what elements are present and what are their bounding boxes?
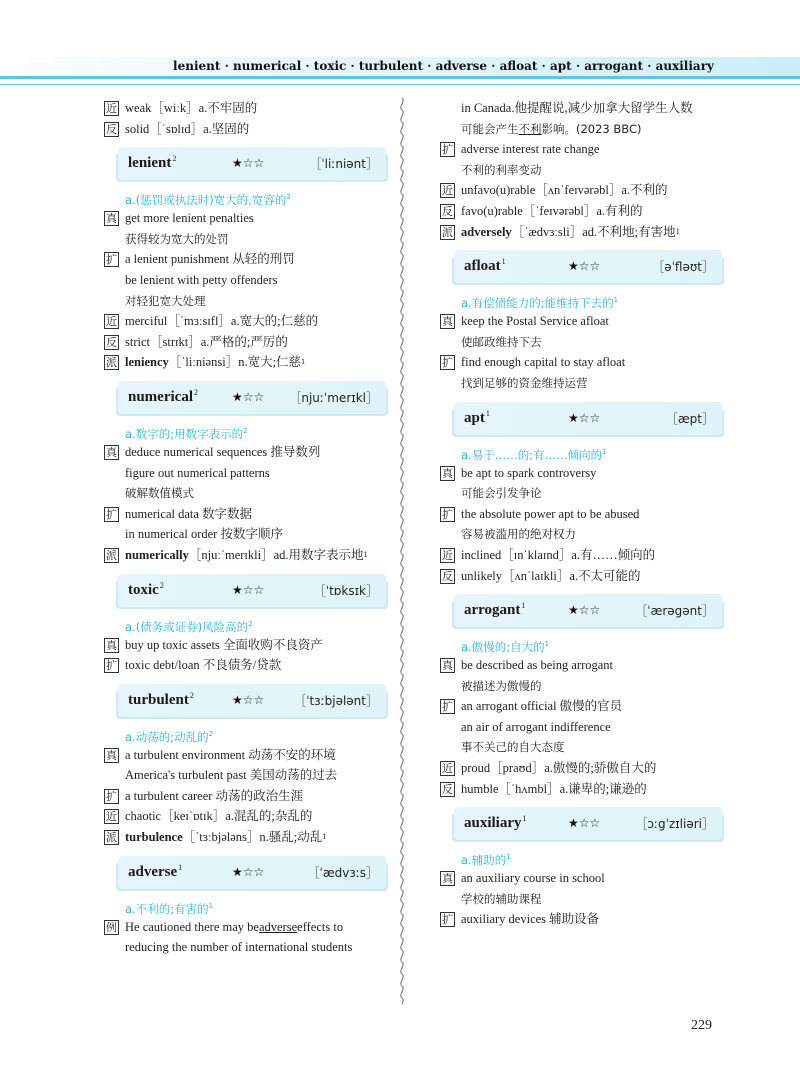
star-rating: ★☆☆ (568, 410, 601, 425)
star-rating: ★☆☆ (232, 692, 265, 707)
list-item: 获得较为宽大的处罚 (125, 231, 229, 246)
entry-header-auxiliary (454, 807, 722, 840)
list-item: 真 buy up toxic assets 全面收购不良资产 (106, 637, 323, 652)
phonetic: ［əˈfləʊt］ (652, 260, 714, 275)
entry-header-turbulent (118, 684, 386, 717)
headword: apt$^1$ (464, 408, 490, 426)
phonetic: ［ˈtɒksɪk］ (313, 583, 378, 598)
list-item: 扩 numerical data 数字数据 (106, 506, 253, 521)
list-item: 可能会引发争论 (461, 486, 542, 501)
list-item: 反 humble［ˈhʌmbl］a.谦卑的;谦逊的 (442, 781, 647, 796)
list-item: 近 weak［wiːk］a.不牢固的 (106, 101, 258, 115)
star-rating: ★☆☆ (568, 816, 601, 831)
phonetic: ［æpt］ (665, 411, 714, 426)
left-column (104, 98, 386, 958)
list-item: 找到足够的资金维持运营 (461, 375, 588, 390)
phonetic: ［ˈliːniənt］ (309, 157, 378, 172)
column-divider (398, 98, 406, 1004)
sense-definition: a.易于……的;有……倾向的$^1$ (461, 447, 607, 462)
list-item: 对轻犯宽大处理 (125, 293, 206, 308)
list-item: 扩 a lenient punishment 从轻的刑罚 (106, 252, 295, 267)
list-item: in numerical order 按数字顺序 (125, 527, 283, 542)
star-rating: ★☆☆ (232, 389, 265, 404)
phonetic: ［ˈærəgənt］ (635, 604, 714, 619)
list-item: 近 proud［praʊd］a.傲慢的;骄傲自大的 (442, 761, 657, 776)
headword: toxic$^2$ (128, 580, 164, 598)
list-item: 扩 an arrogant official 傲慢的官员 (442, 699, 623, 714)
headword: adverse$^1$ (128, 862, 183, 880)
list-item: 近 unfavo(u)rable［ʌnˈfeɪvərəbl］a.不利的 (442, 183, 668, 198)
entry-header-numerical (118, 381, 386, 414)
list-item: America's turbulent past 美国动荡的过去 (125, 768, 338, 783)
list-item: 扩 adverse interest rate change (442, 142, 600, 157)
list-item: 真 get more lenient penalties (106, 211, 254, 226)
list-item: 真 be apt to spark controversy (442, 465, 597, 480)
list-item: 学校的辅助课程 (461, 891, 542, 906)
list-item: figure out numerical patterns (125, 465, 270, 480)
list-item: reducing the number of international students (125, 940, 353, 955)
phonetic: ［ˈtɜːbjələnt］ (294, 693, 378, 708)
entry-header-toxic (118, 574, 386, 607)
list-item: 反 favo(u)rable［ˈfeɪvərəbl］a.有利的 (442, 203, 643, 218)
star-rating: ★☆☆ (568, 603, 601, 618)
headword: auxiliary$^1$ (464, 814, 527, 832)
list-item: 扩 auxiliary devices 辅助设备 (442, 912, 600, 927)
phonetic: ［ˈædvɜːs］ (307, 865, 378, 880)
phonetic: ［njuːˈmerɪkl］ (289, 390, 378, 405)
header-rule (0, 84, 800, 85)
headword: turbulent$^2$ (128, 690, 194, 708)
list-item: 反 unlikely［ʌnˈlaɪkli］a.不太可能的 (442, 568, 641, 583)
list-item: 近 inclined［ɪnˈklaɪnd］a.有……倾向的 (442, 547, 656, 562)
list-item: 真 deduce numerical sequences 推导数列 (106, 444, 321, 459)
sense-definition: a.辅助的$^1$ (461, 853, 511, 868)
list-item: in Canada.他提醒说,减少加拿大留学生人数 (461, 101, 693, 115)
list-item: 真 an auxiliary course in school (442, 871, 605, 886)
list-item: 被描述为傲慢的 (461, 678, 542, 693)
entry-header-adverse (118, 856, 386, 889)
header-title: lenient · numerical · toxic · turbulent · adverse · afloat · apt · arrogant · auxiliary (173, 59, 714, 73)
list-item: 扩 toxic debt/loan 不良债务/贷款 (106, 658, 282, 673)
list-item: 扩 find enough capital to stay afloat (442, 355, 626, 370)
entry-header-arrogant (454, 594, 722, 627)
entry-header-afloat (454, 250, 722, 283)
sense-definition: a.数字的;用数字表示的$^2$ (125, 426, 248, 441)
list-item: 扩 the absolute power apt to be abused (442, 506, 640, 521)
headword: arrogant$^1$ (464, 601, 526, 619)
list-item: 例 He cautioned there may be adverse effects to (106, 919, 344, 934)
list-item: 真 a turbulent environment 动荡不安的环境 (106, 747, 336, 762)
headword: numerical$^2$ (128, 387, 198, 405)
list-item: be lenient with petty offenders (125, 272, 278, 287)
list-item: an air of arrogant indifference (461, 719, 611, 734)
list-item: 破解数值模式 (125, 486, 194, 501)
headword: lenient$^2$ (128, 154, 177, 172)
list-item: 扩 a turbulent career 动荡的政治生涯 (106, 788, 304, 803)
list-item: 真 be described as being arrogant (442, 658, 614, 673)
sense-definition: a.(惩罚或执法时)宽大的,宽容的$^2$ (125, 193, 291, 208)
sense-definition: a.不利的;有害的$^1$ (125, 901, 214, 916)
star-rating: ★☆☆ (568, 259, 601, 274)
list-item: 反 solid［ˈsɒlɪd］a.坚固的 (106, 121, 250, 136)
list-item: 事不关己的自大态度 (461, 740, 565, 755)
list-item: 可能会产生 不利 影响。(2023 BBC) (461, 121, 642, 136)
list-item: 派 leniency ［ˈliːniənsi］n.宽大;仁慈 1 (106, 355, 306, 370)
sense-definition: a.傲慢的;自大的$^1$ (461, 639, 550, 654)
list-item: 容易被滥用的绝对权力 (461, 527, 576, 542)
list-item: 近 chaotic［keɪˈɒtɪk］a.混乱的;杂乱的 (106, 809, 313, 824)
star-rating: ★☆☆ (232, 864, 265, 879)
page-header (0, 57, 800, 87)
page-number: 229 (691, 1018, 712, 1033)
star-rating: ★☆☆ (232, 156, 265, 171)
list-item: 派 numerically ［njuːˈmerɪkli］ad.用数字表示地 1 (106, 547, 368, 562)
list-item: 真 keep the Postal Service afloat (442, 314, 609, 329)
entry-header-lenient (118, 147, 386, 180)
phonetic: ［ɔːgˈzɪliəri］ (635, 817, 714, 832)
sense-definition: a.有偿债能力的;能维持下去的$^1$ (461, 295, 619, 310)
list-item: 不利的利率变动 (461, 162, 542, 177)
list-item: 派 turbulence ［ˈtɜːbjələns］n.骚乱;动乱 1 (106, 830, 327, 845)
entry-header-apt (454, 402, 722, 435)
list-item: 近 merciful［ˈmɜːsɪfl］a.宽大的;仁慈的 (106, 314, 319, 329)
headword: afloat$^1$ (464, 257, 506, 275)
list-item: 使邮政维持下去 (461, 334, 542, 349)
list-item: 派 adversely ［ˈædvɜːsli］ad.不利地;有害地 1 (442, 224, 681, 239)
list-item: 反 strict［strɪkt］a.严格的;严厉的 (106, 334, 288, 349)
sense-definition: a.动荡的;动乱的$^2$ (125, 729, 214, 744)
right-column (440, 98, 722, 930)
mark-fan: 反 (106, 122, 117, 136)
sense-definition: a.(债务或证券)风险高的$^2$ (125, 619, 253, 634)
star-rating: ★☆☆ (232, 582, 265, 597)
mark-jin: 近 (106, 102, 117, 115)
